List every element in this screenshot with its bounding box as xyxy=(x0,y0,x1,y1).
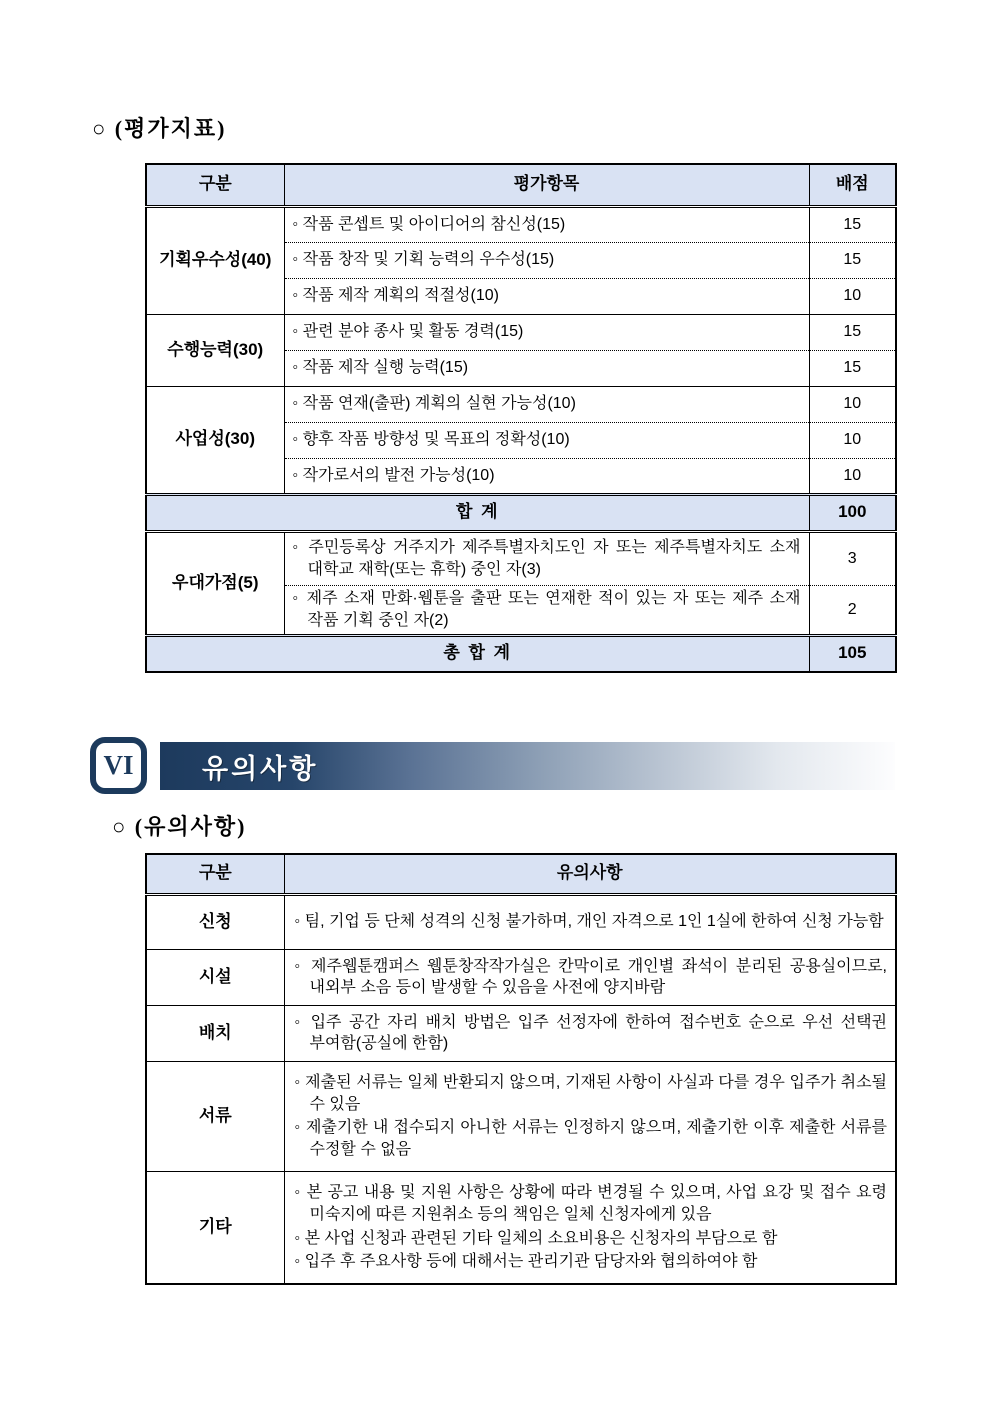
eval-item-text: ◦ 주민등록상 거주지가 제주특별자치도인 자 또는 제주특별자치도 소재 대학교 재학(또는 휴학) 중인 자(3) xyxy=(292,538,801,578)
notes-label-facility: 시설 xyxy=(146,949,284,1005)
notes-item-text: ◦ 제출된 서류는 일체 반환되지 않으며, 기재된 사항이 사실과 다를 경우 입주가 취소될 수 있음 xyxy=(294,1074,887,1113)
eval-score: 10 xyxy=(809,386,896,422)
eval-item-text: ◦ 제주 소재 만화·웹툰을 출판 또는 연재한 적이 있는 자 또는 제주 소재 작품 기획 중인 자(2) xyxy=(292,589,801,629)
notes-header-category: 구분 xyxy=(146,854,284,894)
table-row xyxy=(146,1171,896,1284)
table-row xyxy=(146,531,896,585)
section-title-bar xyxy=(160,742,895,790)
eval-item: ◦ 작품 제작 계획의 적절성(10) xyxy=(284,278,809,314)
eval-score: 15 xyxy=(809,206,896,242)
section-title: 유의사항 xyxy=(202,753,319,784)
eval-item: ◦ 작가로서의 발전 가능성(10) xyxy=(284,458,809,494)
eval-item xyxy=(284,531,809,585)
eval-item xyxy=(284,585,809,635)
notes-item-text: ◦ 본 사업 신청과 관련된 기타 일체의 소요비용은 신청자의 부담으로 함 xyxy=(294,1229,778,1247)
notes-item-text: ◦ 입주 공간 자리 배치 방법은 입주 선정자에 한하여 접수번호 순으로 우선 선택권 부여함(공실에 한함) xyxy=(294,1013,887,1053)
eval-item: ◦ 작품 창작 및 기획 능력의 우수성(15) xyxy=(284,242,809,278)
eval-item: ◦ 작품 연재(출판) 계획의 실현 가능성(10) xyxy=(284,386,809,422)
notes-cell xyxy=(284,894,896,949)
subtotal-row xyxy=(146,494,896,531)
notes-header-notes: 유의사항 xyxy=(284,854,896,894)
eval-score: 10 xyxy=(809,458,896,494)
eval-item: ◦ 작품 제작 실행 능력(15) xyxy=(284,350,809,386)
eval-score: 15 xyxy=(809,314,896,350)
table-row xyxy=(146,206,896,242)
notes-cell xyxy=(284,949,896,1005)
grand-total-label: 총 합 계 xyxy=(146,635,809,672)
notes-item-text: ◦ 제주웹툰캠퍼스 웹툰창작작가실은 칸막이로 개인별 좌석이 분리된 공용실이므로, 내외부 소음 등이 발생할 수 있음을 사전에 양지바람 xyxy=(294,957,887,997)
grand-total-score: 105 xyxy=(809,635,896,672)
notes-cell xyxy=(284,1171,896,1284)
grand-total-row xyxy=(146,635,896,672)
notes-label-placement: 배치 xyxy=(146,1005,284,1061)
section-number-badge: VI xyxy=(90,737,147,794)
notes-cell xyxy=(284,1005,896,1061)
table-row xyxy=(146,1061,896,1171)
table-row xyxy=(146,314,896,350)
table-row xyxy=(146,1005,896,1061)
evaluation-table xyxy=(145,163,897,673)
eval-score: 15 xyxy=(809,350,896,386)
eval-score: 3 xyxy=(809,531,896,585)
eval-group-label-business: 사업성(30) xyxy=(146,386,284,494)
eval-item: ◦ 작품 콘셉트 및 아이디어의 참신성(15) xyxy=(284,206,809,242)
eval-item: ◦ 향후 작품 방향성 및 목표의 정확성(10) xyxy=(284,422,809,458)
eval-group-label-planning: 기획우수성(40) xyxy=(146,206,284,314)
eval-section-heading: ○ (평가지표) xyxy=(92,116,227,141)
notes-label-etc: 기타 xyxy=(146,1171,284,1284)
eval-score: 15 xyxy=(809,242,896,278)
notes-section-heading: ○ (유의사항) xyxy=(112,814,247,839)
eval-item: ◦ 관련 분야 종사 및 활동 경력(15) xyxy=(284,314,809,350)
notes-label-documents: 서류 xyxy=(146,1061,284,1171)
eval-header-item: 평가항목 xyxy=(284,164,809,206)
table-row xyxy=(146,949,896,1005)
eval-group-label-bonus: 우대가점(5) xyxy=(146,531,284,635)
eval-score: 10 xyxy=(809,278,896,314)
notes-item-text: ◦ 제출기한 내 접수되지 아니한 서류는 인정하지 않으며, 제출기한 이후 제출한 서류를 수정할 수 없음 xyxy=(294,1119,887,1158)
eval-group-label-capability: 수행능력(30) xyxy=(146,314,284,386)
eval-score: 2 xyxy=(809,585,896,635)
notes-table xyxy=(145,853,897,1285)
eval-header-category: 구분 xyxy=(146,164,284,206)
eval-header-points: 배점 xyxy=(809,164,896,206)
notes-table-header-row xyxy=(146,854,896,894)
notes-cell xyxy=(284,1061,896,1171)
subtotal-score: 100 xyxy=(809,494,896,531)
table-row xyxy=(146,894,896,949)
notes-item-text: ◦ 본 공고 내용 및 지원 사항은 상황에 따라 변경될 수 있으며, 사업 요강 및 접수 요령 미숙지에 따른 지원취소 등의 책임은 일체 신청자에게 있음 xyxy=(294,1184,887,1224)
notes-item-text: ◦ 팀, 기업 등 단체 성격의 신청 불가하며, 개인 자격으로 1인 1실에 한하여 신청 가능함 xyxy=(294,913,884,931)
subtotal-label: 합 계 xyxy=(146,494,809,531)
eval-score: 10 xyxy=(809,422,896,458)
notes-label-apply: 신청 xyxy=(146,894,284,949)
table-row xyxy=(146,386,896,422)
notes-item-text: ◦ 입주 후 주요사항 등에 대해서는 관리기관 담당자와 협의하여야 함 xyxy=(294,1253,758,1271)
eval-table-header-row xyxy=(146,164,896,206)
